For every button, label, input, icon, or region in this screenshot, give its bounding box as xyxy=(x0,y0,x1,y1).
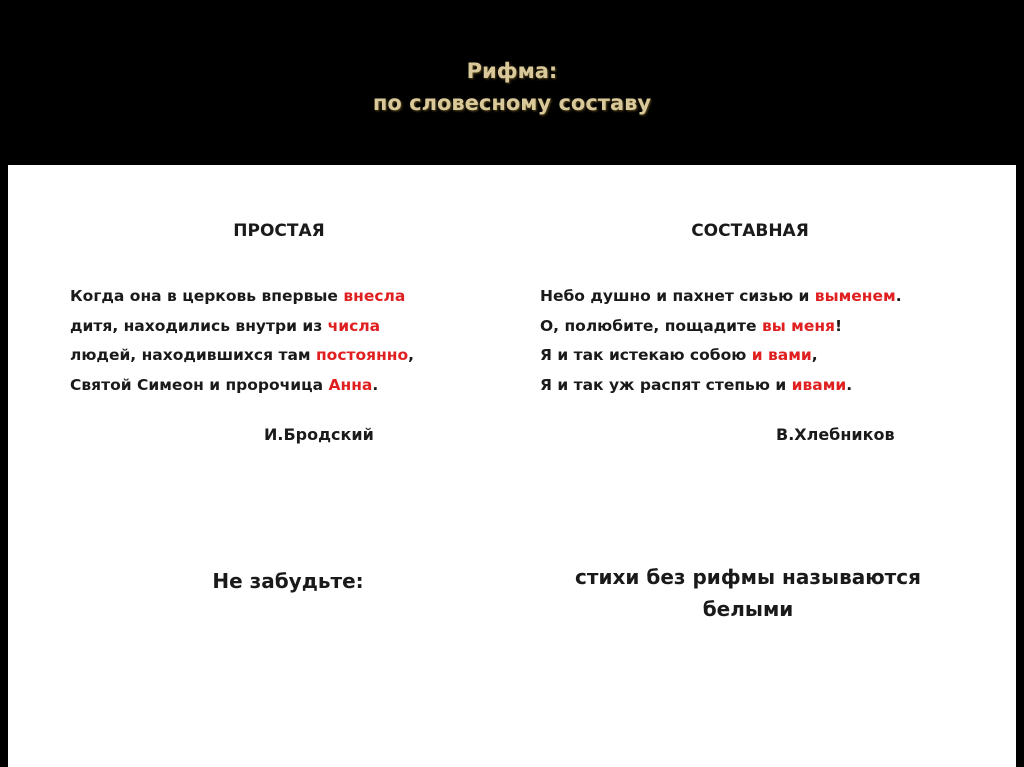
poem-text: Святой Симеон и пророчица xyxy=(70,375,329,394)
content-area xyxy=(8,165,1016,767)
author-brodsky: И.Бродский xyxy=(264,425,374,444)
poem-text: ! xyxy=(835,316,843,335)
slide-title-line-1: Рифма: xyxy=(466,59,558,83)
poem-text: людей, находившихся там xyxy=(70,346,316,364)
rhyme-word: Анна xyxy=(328,375,373,394)
note-blank-verse-line-2: белыми xyxy=(702,597,794,621)
poem-line xyxy=(70,312,414,342)
poem-line xyxy=(540,371,902,401)
rhyme-word: ивами xyxy=(791,375,847,394)
poem-text: О, полюбите, пощадите xyxy=(540,316,762,335)
poem-text: , xyxy=(811,346,818,364)
rhyme-word: вы меня xyxy=(761,316,836,335)
rhyme-word: числа xyxy=(327,316,381,335)
poem-text: Небо душно и пахнет сизью и xyxy=(540,287,815,305)
note-blank-verse xyxy=(538,561,958,625)
poem-brodsky xyxy=(70,282,414,400)
poem-text: Я и так уж распят степью и xyxy=(540,375,792,394)
poem-text: . xyxy=(372,375,379,394)
title-band xyxy=(0,0,1024,158)
poem-text: , xyxy=(408,346,415,364)
heading-compound: СОСТАВНАЯ xyxy=(691,221,809,241)
poem-text: . xyxy=(895,287,902,305)
poem-line xyxy=(70,341,414,371)
note-blank-verse-line-1: стихи без рифмы называются xyxy=(575,565,921,589)
poem-text: дитя, находились внутри из xyxy=(70,316,328,335)
rhyme-word: внесла xyxy=(343,287,406,305)
rhyme-word: выменем xyxy=(814,287,896,305)
poem-text: Когда она в церковь впервые xyxy=(70,287,344,305)
rhyme-word: и вами xyxy=(751,346,812,364)
heading-simple: ПРОСТАЯ xyxy=(233,221,325,241)
poem-line xyxy=(70,282,414,312)
rhyme-word: постоянно xyxy=(315,346,409,364)
author-khlebnikov: В.Хлебников xyxy=(776,425,895,444)
note-dont-forget: Не забудьте: xyxy=(212,569,364,593)
poem-line xyxy=(540,341,902,371)
slide-title xyxy=(0,55,1024,119)
slide-title-line-2: по словесному составу xyxy=(372,91,652,115)
poem-text: Я и так истекаю собою xyxy=(540,346,752,364)
poem-line xyxy=(540,282,902,312)
poem-text: . xyxy=(846,375,853,394)
poem-line xyxy=(70,371,414,401)
poem-line xyxy=(540,312,902,342)
poem-khlebnikov xyxy=(540,282,902,400)
